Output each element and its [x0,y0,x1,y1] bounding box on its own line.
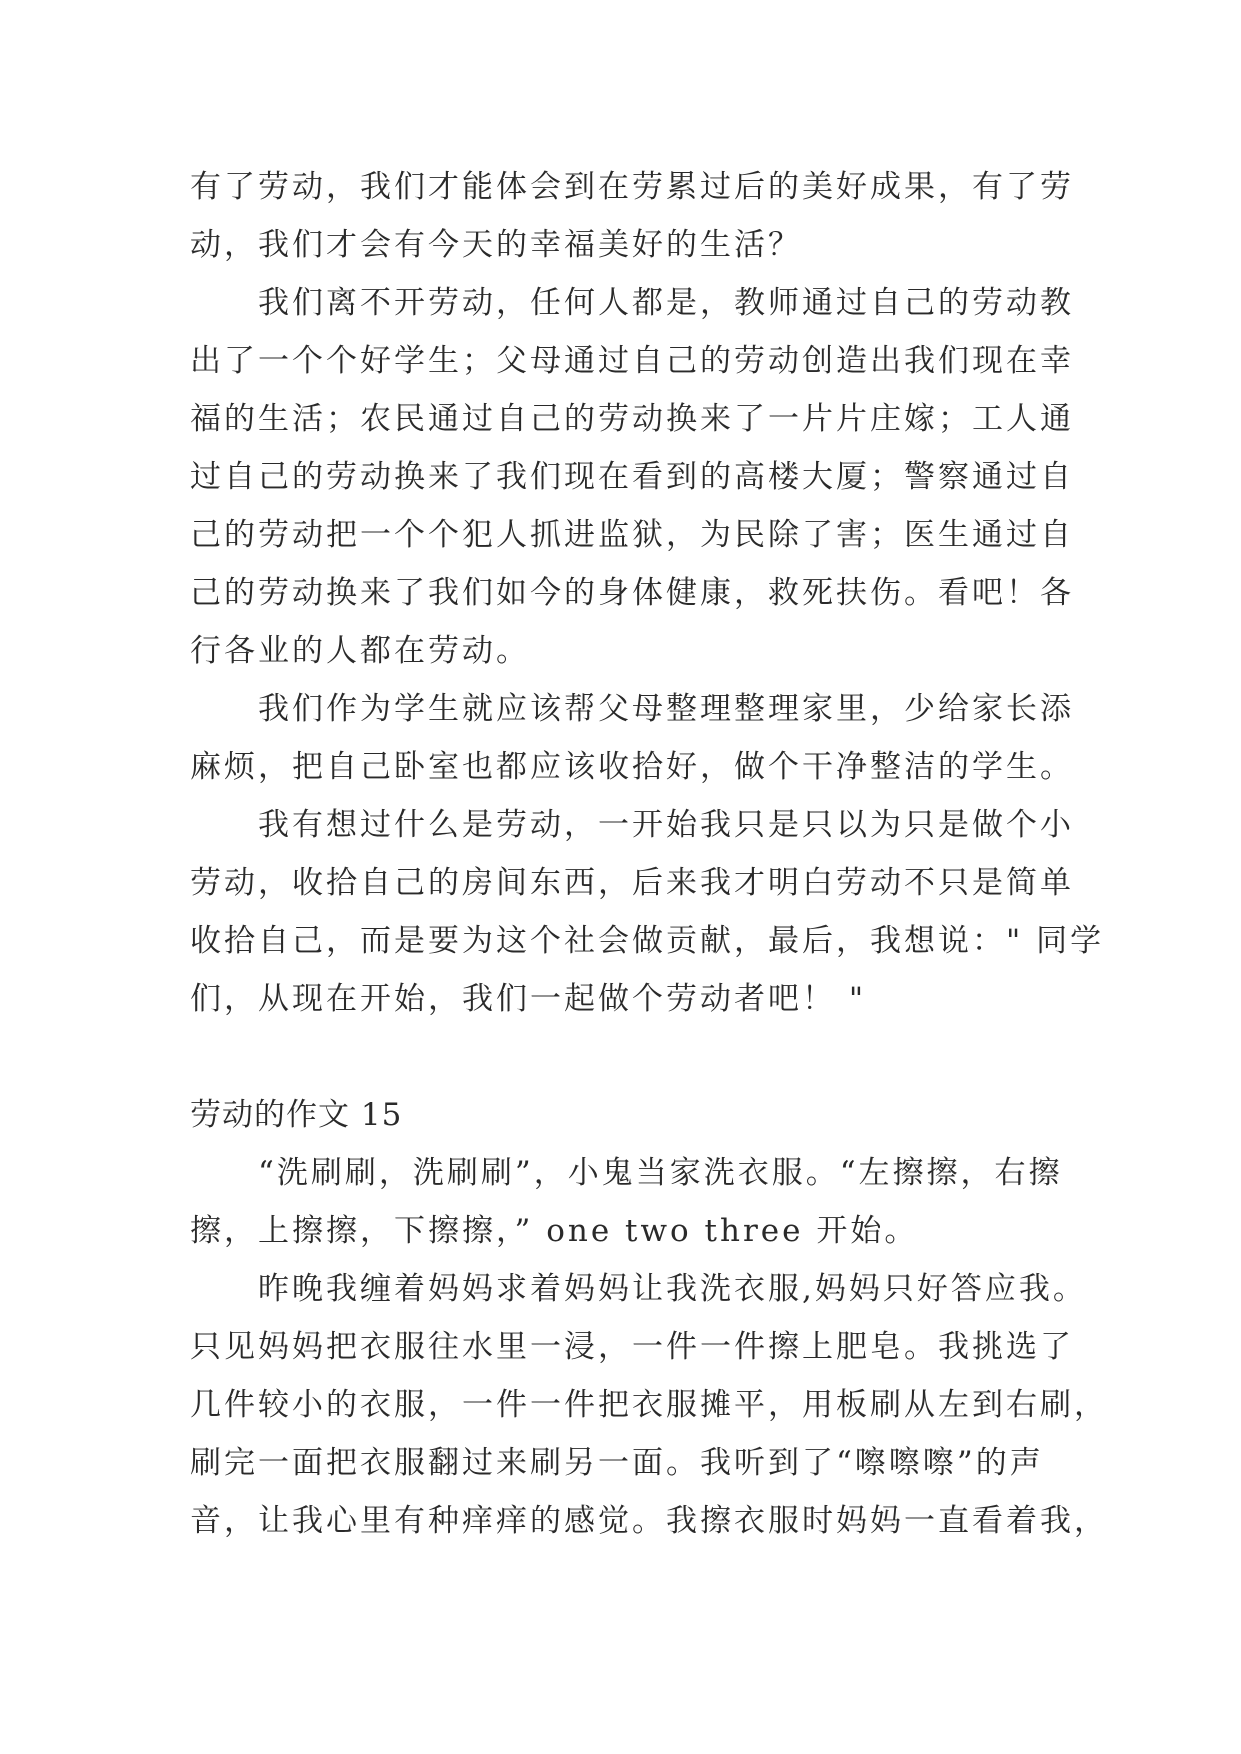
text-line: 刷完一面把衣服翻过来刷另一面。我听到了“嚓嚓嚓”的声 [190,1445,1044,1481]
text-line: 我们离不开劳动，任何人都是，教师通过自己的劳动教 [190,285,1074,321]
text-line: 己的劳动把一个个犯人抓进监狱，为民除了害；医生通过自 [190,517,1074,553]
text-line: 行各业的人都在劳动。 [190,633,530,669]
document-body [190,158,1108,1550]
text-line: 收拾自己，而是要为这个社会做贡献，最后，我想说：" 同学 [190,923,1105,959]
text-line: 们，从现在开始，我们一起做个劳动者吧！ " [190,981,867,1017]
section-title: 劳动的作文 15 [190,1097,403,1133]
text-line: 己的劳动换来了我们如今的身体健康，救死扶伤。看吧！各 [190,575,1074,611]
blank-line [190,1028,1052,1086]
text-line: 我有想过什么是劳动，一开始我只是只以为只是做个小 [190,807,1074,843]
text-line: 只见妈妈把衣服往水里一浸，一件一件擦上肥皂。我挑选了 [190,1329,1074,1365]
text-line: 几件较小的衣服，一件一件把衣服摊平，用板刷从左到右刷， [190,1387,1108,1423]
text-line: 过自己的劳动换来了我们现在看到的高楼大厦；警察通过自 [190,459,1074,495]
text-line: 麻烦，把自己卧室也都应该收拾好，做个干净整洁的学生。 [190,749,1074,785]
text-line: “洗刷刷，洗刷刷”，小鬼当家洗衣服。“左擦擦，右擦 [190,1155,1063,1191]
text-line: 有了劳动，我们才能体会到在劳累过后的美好成果，有了劳 [190,169,1074,205]
text-line: 出了一个个好学生；父母通过自己的劳动创造出我们现在幸 [190,343,1074,379]
text-line: 音，让我心里有种痒痒的感觉。我擦衣服时妈妈一直看着我， [190,1503,1108,1539]
text-line: 昨晚我缠着妈妈求着妈妈让我洗衣服,妈妈只好答应我。 [190,1271,1087,1307]
text-line: 劳动，收拾自己的房间东西，后来我才明白劳动不只是简单 [190,865,1074,901]
text-line: 我们作为学生就应该帮父母整理整理家里，少给家长添 [190,691,1074,727]
text-line: 福的生活；农民通过自己的劳动换来了一片片庄嫁；工人通 [190,401,1074,437]
text-line: 擦，上擦擦，下擦擦，” one two three 开始。 [190,1213,919,1249]
text-line: 动，我们才会有今天的幸福美好的生活？ [190,227,802,263]
